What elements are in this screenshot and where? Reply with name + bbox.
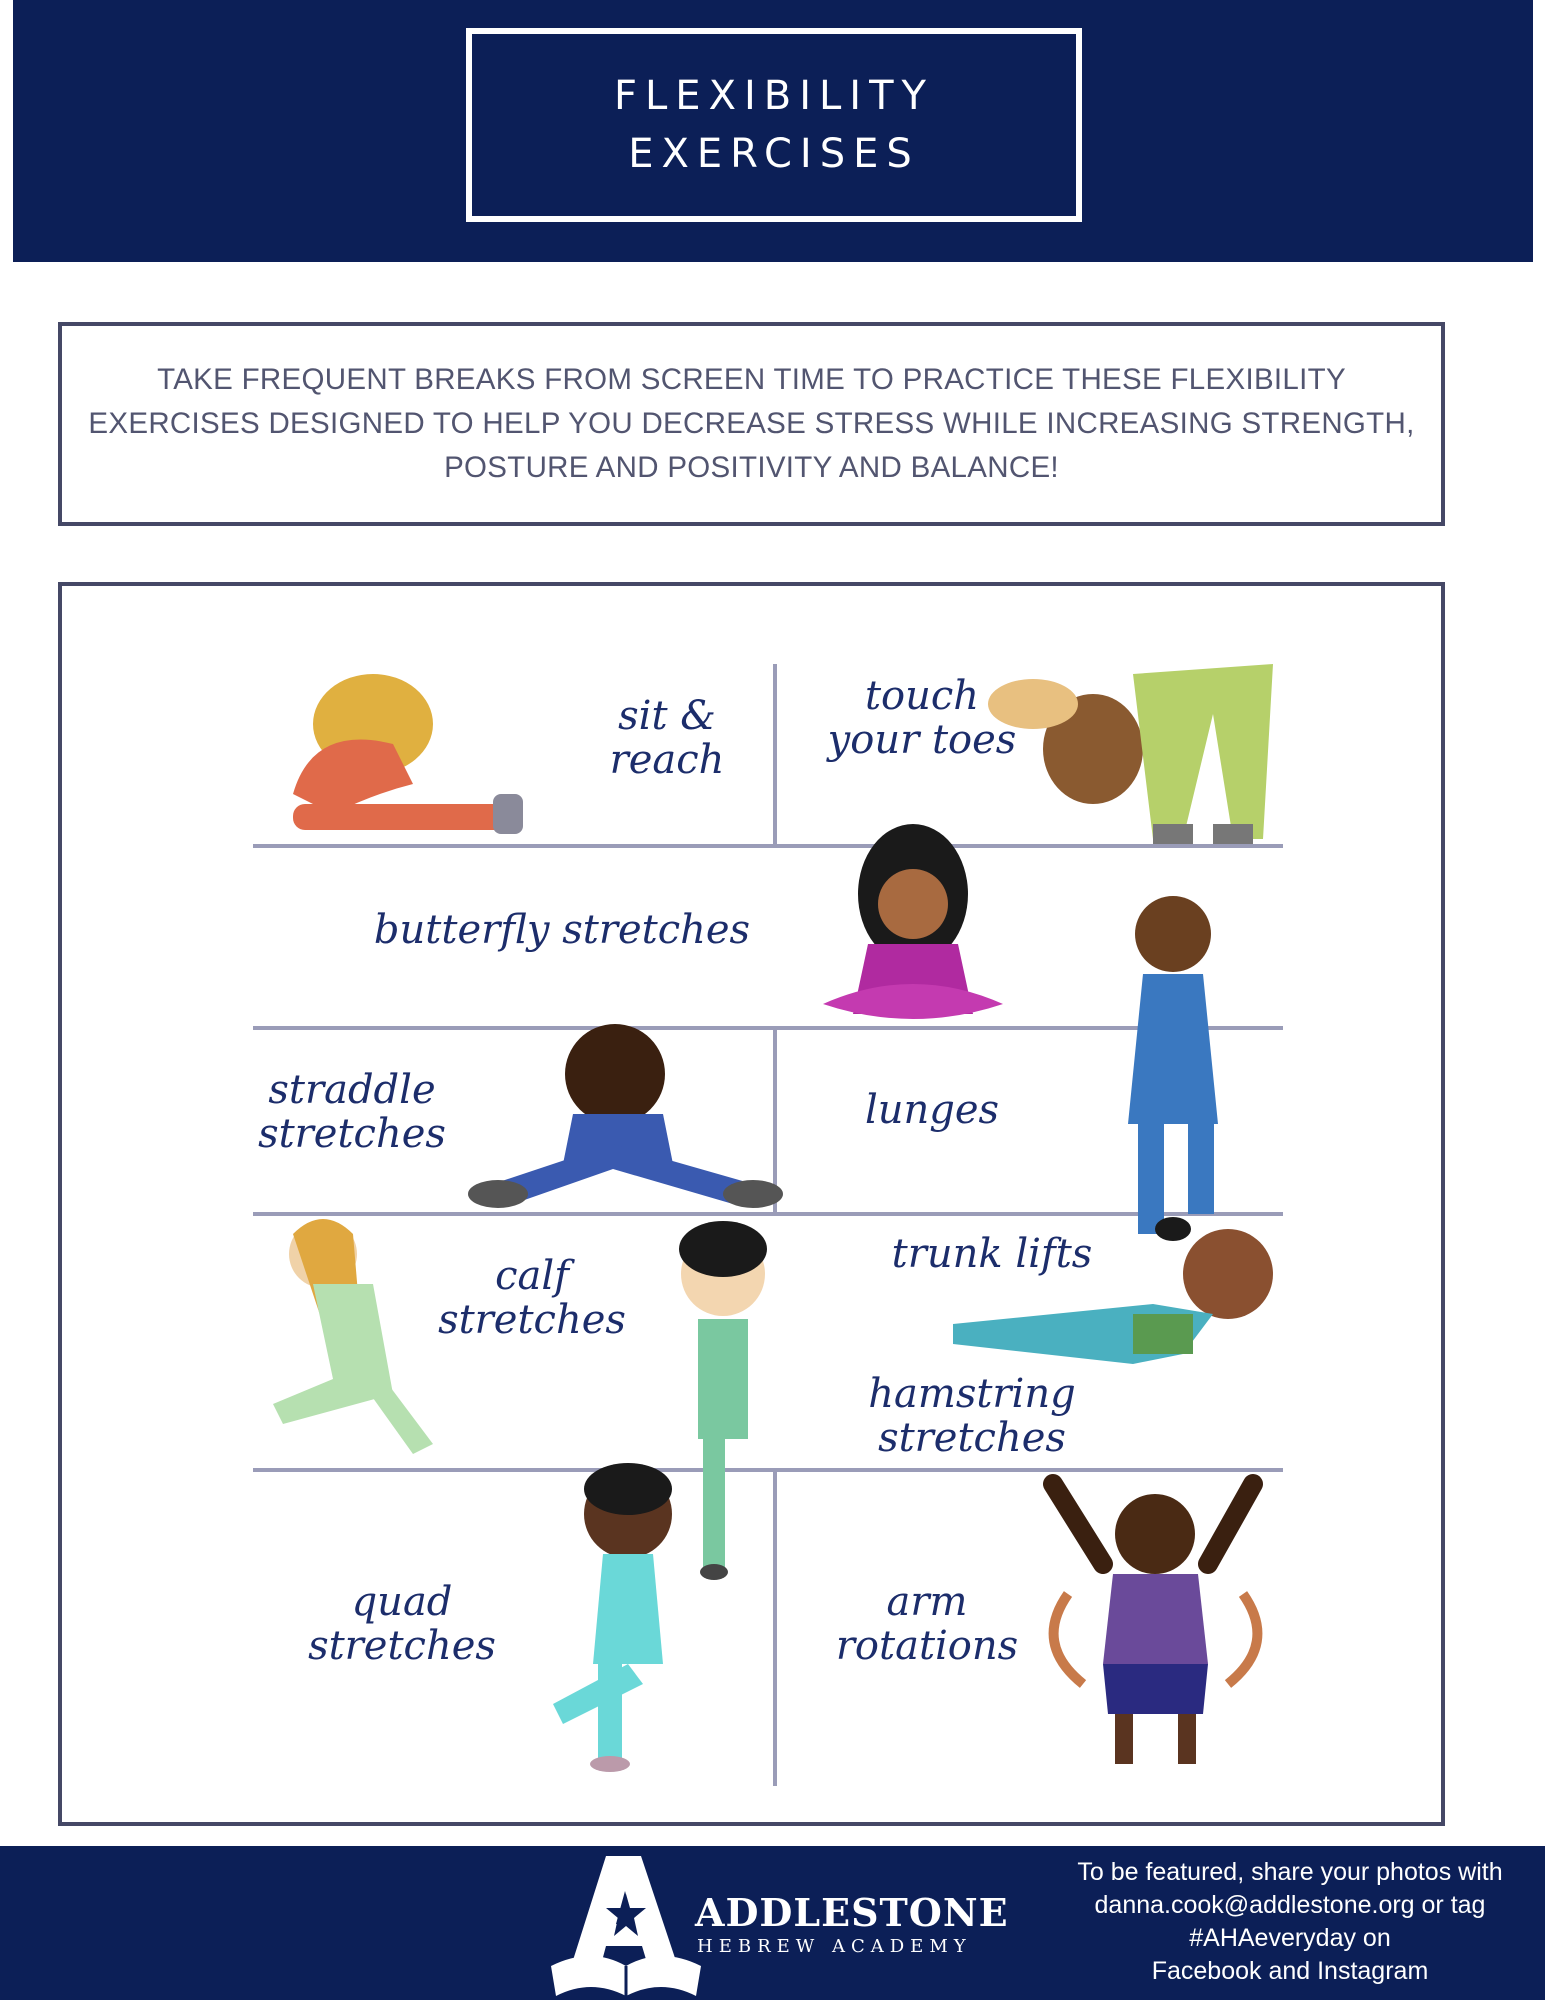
label-calf: calf stretches	[438, 1253, 626, 1343]
label-straddle: straddle stretches	[258, 1067, 446, 1157]
label-butterfly: butterfly stretches	[373, 907, 751, 953]
label-arm-rotations: arm rotations	[835, 1579, 1019, 1669]
label-sit-reach: sit & reach	[609, 693, 725, 783]
share-line-3: #AHAeveryday on	[1189, 1924, 1391, 1952]
label-lunges: lunges	[864, 1087, 1000, 1133]
page-title-line-2: EXERCISES	[628, 131, 920, 177]
header-band	[13, 0, 1533, 262]
lunges-figure	[1128, 896, 1218, 1241]
hamstring-figure	[679, 1221, 767, 1580]
exercise-frame	[58, 582, 1445, 1826]
academy-logo-icon	[546, 1846, 706, 2000]
page-title-line-1: FLEXIBILITY	[614, 73, 934, 119]
label-hamstring: hamstring stretches	[868, 1371, 1076, 1461]
brand-subtitle: HEBREW ACADEMY	[697, 1936, 972, 1957]
share-line-1: To be featured, share your photos with	[1077, 1858, 1503, 1886]
straddle-figure	[468, 1024, 783, 1208]
arm-rotations-figure	[1053, 1484, 1257, 1764]
share-line-4: Facebook and Instagram	[1151, 1957, 1429, 1985]
intro-box	[58, 322, 1445, 526]
footer-band	[0, 1846, 1545, 2000]
butterfly-figure	[823, 824, 1003, 1019]
quad-stretch-figure	[553, 1463, 672, 1772]
sit-reach-figure	[293, 674, 523, 834]
title-box	[466, 28, 1082, 222]
share-line-2: danna.cook@addlestone.org or tag	[1094, 1891, 1486, 1919]
calf-stretch-figure	[273, 1219, 433, 1454]
label-trunk-lifts: trunk lifts	[891, 1231, 1093, 1277]
intro-text: TAKE FREQUENT BREAKS FROM SCREEN TIME TO PRACTICE THESE FLEXIBILITY EXERCISES DESIGNED TO HELP YOU DECREASE STRESS WHILE INCREASING STRENGTH, POSTURE AND POSITIVITY AND BALANCE!	[88, 363, 1415, 484]
label-touch-toes: touch your toes	[827, 673, 1017, 763]
label-quad: quad stretches	[308, 1579, 496, 1669]
share-info	[1045, 1856, 1535, 1988]
brand-name: ADDLESTONE	[695, 1890, 1009, 1935]
